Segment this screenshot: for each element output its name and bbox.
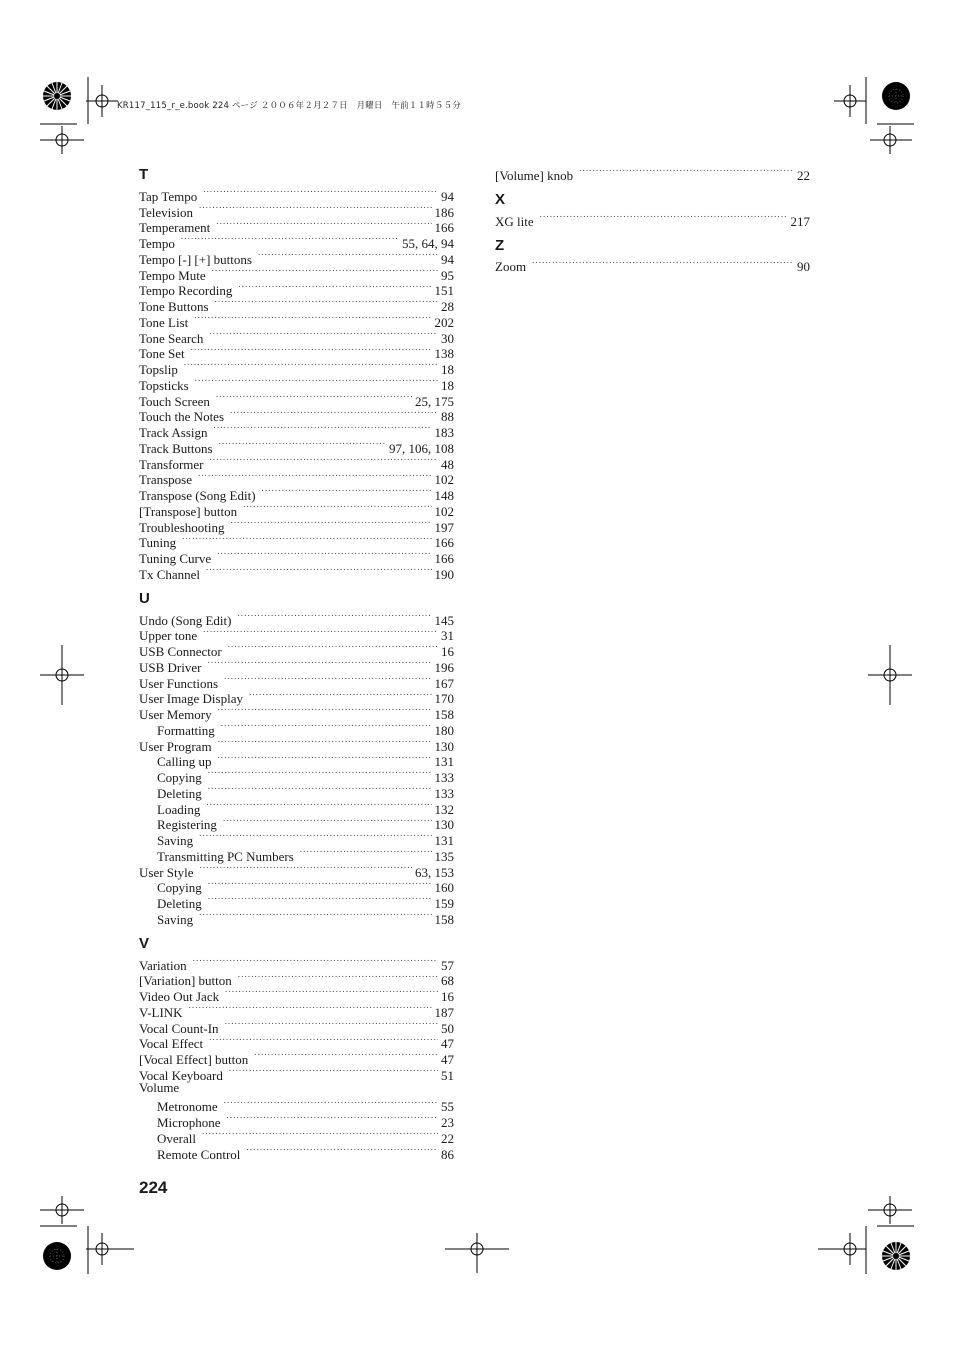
section-letter: V — [139, 934, 150, 952]
index-entry — [495, 210, 810, 229]
dot-leader — [207, 656, 431, 672]
index-entry — [495, 256, 810, 275]
entry-term: V-LINK — [139, 1004, 183, 1020]
crosshair-mark — [86, 1233, 134, 1265]
entry-term: [Volume] knob — [495, 167, 574, 183]
section-letter: Z — [495, 236, 505, 254]
dot-leader — [238, 970, 438, 986]
dot-leader — [203, 185, 438, 201]
entry-pages: 86 — [441, 1146, 454, 1162]
entry-term: XG lite — [495, 213, 534, 229]
crosshair-mark — [86, 85, 118, 117]
entry-pages: 158 — [434, 707, 454, 722]
dot-leader — [225, 985, 438, 1001]
dot-leader — [246, 1143, 438, 1159]
entry-pages: 97, 106, 108 — [389, 440, 454, 456]
index-entry — [495, 164, 810, 183]
solid-mark-tr — [882, 82, 910, 110]
entry-term: Tx Channel — [139, 566, 201, 582]
entry-pages: 187 — [434, 1004, 454, 1020]
index-column-right — [495, 164, 810, 275]
dot-leader — [216, 217, 431, 233]
entry-term: Overall — [157, 1130, 196, 1146]
entry-term: Track Buttons — [139, 440, 213, 456]
dot-leader — [208, 766, 432, 782]
entry-pages: 16 — [441, 989, 454, 1004]
entry-pages: 90 — [797, 259, 810, 275]
crosshair-mark — [870, 126, 912, 154]
entry-pages: 217 — [790, 213, 810, 229]
entry-pages: 151 — [434, 283, 454, 299]
crosshair-mark — [818, 1233, 866, 1265]
entry-term: [Transpose] button — [139, 503, 238, 519]
dot-leader — [208, 877, 432, 893]
index-column-left — [139, 164, 454, 1162]
dot-leader — [191, 343, 432, 359]
entry-pages: 197 — [434, 519, 454, 535]
entry-term: Tempo [-] [+] buttons — [139, 251, 252, 267]
dot-leader — [224, 1096, 438, 1112]
index-entry — [139, 1017, 454, 1036]
entry-pages: 133 — [434, 770, 454, 785]
entry-pages: 148 — [434, 488, 454, 503]
entry-term: Saving — [157, 911, 194, 927]
entry-pages: 167 — [434, 675, 454, 691]
entry-term: Tone List — [139, 314, 189, 330]
entry-pages: 22 — [797, 167, 810, 183]
entry-pages: 57 — [441, 957, 454, 973]
index-entry — [139, 248, 454, 267]
entry-pages: 94 — [441, 251, 454, 267]
crosshair-mark — [40, 126, 84, 154]
entry-pages: 51 — [441, 1067, 454, 1083]
dot-leader — [262, 484, 432, 500]
entry-pages: 132 — [434, 801, 454, 817]
entry-pages: 160 — [434, 880, 454, 896]
dot-leader — [184, 358, 438, 374]
section-letter: T — [139, 166, 149, 183]
solid-mark-bl — [43, 1242, 71, 1270]
entry-term: Troubleshooting — [139, 519, 225, 535]
entry-term: Tap Tempo — [139, 188, 198, 204]
entry-pages: 158 — [434, 911, 454, 927]
entry-term: Transmitting PC Numbers — [157, 848, 294, 864]
dot-leader — [221, 719, 432, 735]
dot-leader — [258, 248, 438, 264]
entry-pages: 23 — [441, 1115, 454, 1130]
dot-leader — [214, 421, 432, 437]
dot-leader — [227, 1111, 438, 1127]
entry-term: Undo (Song Edit) — [139, 612, 232, 628]
dot-leader — [209, 327, 438, 343]
entry-term: Loading — [157, 801, 201, 817]
dot-leader — [199, 201, 432, 217]
entry-term: Tone Buttons — [139, 299, 209, 314]
entry-term: Tempo Mute — [139, 267, 206, 283]
entry-term: Vocal Count-In — [139, 1020, 219, 1036]
dot-leader — [199, 829, 431, 845]
entry-pages: 138 — [434, 346, 454, 362]
dot-leader — [189, 1001, 432, 1017]
entry-pages: 28 — [441, 299, 454, 314]
entry-pages: 130 — [434, 817, 454, 833]
dot-leader — [208, 782, 432, 798]
dot-leader — [223, 814, 432, 830]
crosshair-mark — [445, 1233, 509, 1273]
entry-pages: 183 — [434, 425, 454, 440]
entry-term: Copying — [157, 880, 202, 896]
entry-pages: 166 — [434, 535, 454, 551]
entry-term: Tuning — [139, 535, 177, 551]
dot-leader — [203, 625, 438, 641]
dot-leader — [195, 374, 438, 390]
sunburst-mark-br — [882, 1242, 910, 1270]
section-letter: X — [495, 190, 506, 208]
entry-pages: 202 — [434, 314, 454, 330]
dot-leader — [230, 406, 438, 422]
crosshair-mark — [834, 85, 866, 117]
entry-term: Touch Screen — [139, 393, 210, 409]
entry-term: Tempo Recording — [139, 283, 233, 299]
index-entry — [139, 954, 454, 973]
entry-term: USB Connector — [139, 644, 222, 659]
dot-leader — [202, 1127, 438, 1143]
entry-term: User Program — [139, 738, 212, 754]
entry-pages: 145 — [434, 612, 454, 628]
print-header: KR117_115_r_e.book 224 ページ ２００６年２月２７日 月曜日 午前１１時５５分 — [117, 101, 461, 111]
dot-leader — [216, 390, 412, 406]
crosshair-mark — [868, 645, 912, 705]
index-section — [495, 189, 810, 229]
entry-pages: 135 — [434, 848, 454, 864]
entry-term: Vocal Keyboard — [139, 1067, 223, 1083]
entry-term: Tempo — [139, 236, 175, 251]
entry-term: Copying — [157, 770, 202, 785]
dot-leader — [243, 500, 431, 516]
entry-term: Topslip — [139, 362, 178, 377]
entry-pages: 180 — [434, 722, 454, 738]
entry-term: User Functions — [139, 675, 219, 691]
dot-leader — [218, 735, 432, 751]
entry-term: Transformer — [139, 456, 204, 472]
entry-term: Formatting — [157, 722, 215, 738]
index-entry — [139, 532, 454, 551]
entry-pages: 130 — [434, 738, 454, 754]
entry-pages: 30 — [441, 330, 454, 346]
dot-leader — [249, 688, 432, 704]
entry-term: Touch the Notes — [139, 409, 225, 425]
entry-pages: 50 — [441, 1020, 454, 1036]
index-section — [139, 588, 454, 927]
entry-term: Transpose — [139, 472, 192, 488]
index-entry — [139, 374, 454, 393]
entry-term: Television — [139, 204, 193, 220]
crosshair-mark — [40, 1196, 84, 1224]
entry-term: Metronome — [157, 1099, 218, 1115]
index-entry — [139, 185, 454, 204]
dot-leader — [217, 547, 431, 563]
dot-leader — [532, 256, 794, 272]
entry-pages: 55 — [441, 1099, 454, 1115]
dot-leader — [210, 453, 438, 469]
entry-term: Vocal Effect — [139, 1036, 204, 1052]
entry-pages: 88 — [441, 409, 454, 425]
entry-term: Remote Control — [157, 1146, 241, 1162]
dot-leader — [237, 609, 431, 625]
entry-term: Tone Set — [139, 346, 185, 362]
entry-pages: 48 — [441, 456, 454, 472]
index-subentry — [139, 1096, 454, 1115]
entry-pages: 16 — [441, 644, 454, 659]
entry-pages: 94 — [441, 188, 454, 204]
entry-pages: 186 — [434, 204, 454, 220]
entry-pages: 95 — [441, 267, 454, 283]
entry-pages: 31 — [441, 628, 454, 644]
crosshair-mark — [868, 1196, 912, 1224]
entry-term: Tone Search — [139, 330, 204, 346]
index-entry — [139, 358, 454, 377]
entry-pages: 131 — [434, 754, 454, 770]
sunburst-mark-tl — [43, 82, 71, 110]
entry-pages: 18 — [441, 377, 454, 393]
crosshair-mark — [40, 645, 84, 705]
entry-term: Deleting — [157, 896, 202, 911]
entry-pages: 159 — [434, 896, 454, 911]
entry-pages: 102 — [434, 503, 454, 519]
entry-term: User Image Display — [139, 691, 243, 707]
entry-term: User Memory — [139, 707, 212, 722]
dot-leader — [254, 1048, 438, 1064]
entry-term: Temperament — [139, 220, 211, 236]
dot-leader — [182, 532, 431, 548]
dot-leader — [208, 892, 432, 908]
dot-leader — [218, 703, 432, 719]
entry-term: Track Assign — [139, 425, 208, 440]
dot-leader — [215, 295, 438, 311]
dot-leader — [230, 516, 431, 532]
entry-term: [Vocal Effect] button — [139, 1052, 249, 1067]
dot-leader — [212, 264, 438, 280]
dot-leader — [206, 563, 431, 579]
dot-leader — [218, 751, 432, 767]
entry-term: Volume — [139, 1079, 180, 1095]
dot-leader — [579, 164, 794, 180]
index-entry — [139, 547, 454, 566]
section-letter: U — [139, 589, 150, 607]
index-section — [139, 933, 454, 1162]
dot-leader — [540, 210, 788, 226]
entry-pages: 133 — [434, 785, 454, 801]
index-section — [139, 164, 454, 582]
index-entry — [139, 232, 454, 251]
entry-pages: 166 — [434, 551, 454, 566]
entry-term: Saving — [157, 833, 194, 848]
entry-term: Registering — [157, 817, 217, 833]
dot-leader — [200, 861, 412, 877]
entry-pages: 22 — [441, 1130, 454, 1146]
entry-term: Transpose (Song Edit) — [139, 488, 256, 503]
dot-leader — [228, 640, 438, 656]
entry-pages: 102 — [434, 472, 454, 488]
dot-leader — [198, 469, 432, 485]
entry-pages: 47 — [441, 1052, 454, 1067]
entry-term: Zoom — [495, 259, 527, 275]
dot-leader — [206, 798, 431, 814]
index-section — [495, 164, 810, 183]
dot-leader — [209, 1033, 438, 1049]
entry-pages: 131 — [434, 833, 454, 848]
dot-leader — [194, 311, 431, 327]
dot-leader — [224, 672, 431, 688]
index-entry — [139, 609, 454, 628]
dot-leader — [229, 1064, 438, 1080]
entry-pages: 190 — [434, 566, 454, 582]
entry-term: Tuning Curve — [139, 551, 212, 566]
dot-leader — [193, 954, 438, 970]
entry-pages: 25, 175 — [415, 393, 454, 409]
entry-term: Deleting — [157, 785, 202, 801]
entry-term: Upper tone — [139, 628, 198, 644]
entry-pages: 55, 64, 94 — [402, 236, 454, 251]
dot-leader — [199, 908, 431, 924]
dot-leader — [181, 232, 399, 248]
entry-pages: 196 — [434, 659, 454, 675]
entry-term: User Style — [139, 864, 194, 880]
dot-leader — [300, 845, 432, 861]
entry-pages: 47 — [441, 1036, 454, 1052]
entry-pages: 18 — [441, 362, 454, 377]
entry-term: Video Out Jack — [139, 989, 220, 1004]
entry-term: Variation — [139, 957, 187, 973]
entry-term: Topsticks — [139, 377, 189, 393]
entry-term: Calling up — [157, 754, 212, 770]
entry-term: USB Driver — [139, 659, 202, 675]
entry-pages: 166 — [434, 220, 454, 236]
entry-pages: 63, 153 — [415, 864, 454, 880]
entry-term: Microphone — [157, 1115, 221, 1130]
dot-leader — [225, 1017, 438, 1033]
entry-pages: 170 — [434, 691, 454, 707]
page-number: 224 — [139, 1178, 168, 1197]
index-section — [495, 235, 810, 275]
dot-leader — [219, 437, 386, 453]
entry-pages: 68 — [441, 973, 454, 989]
entry-term: [Variation] button — [139, 973, 232, 989]
dot-leader — [238, 280, 431, 296]
